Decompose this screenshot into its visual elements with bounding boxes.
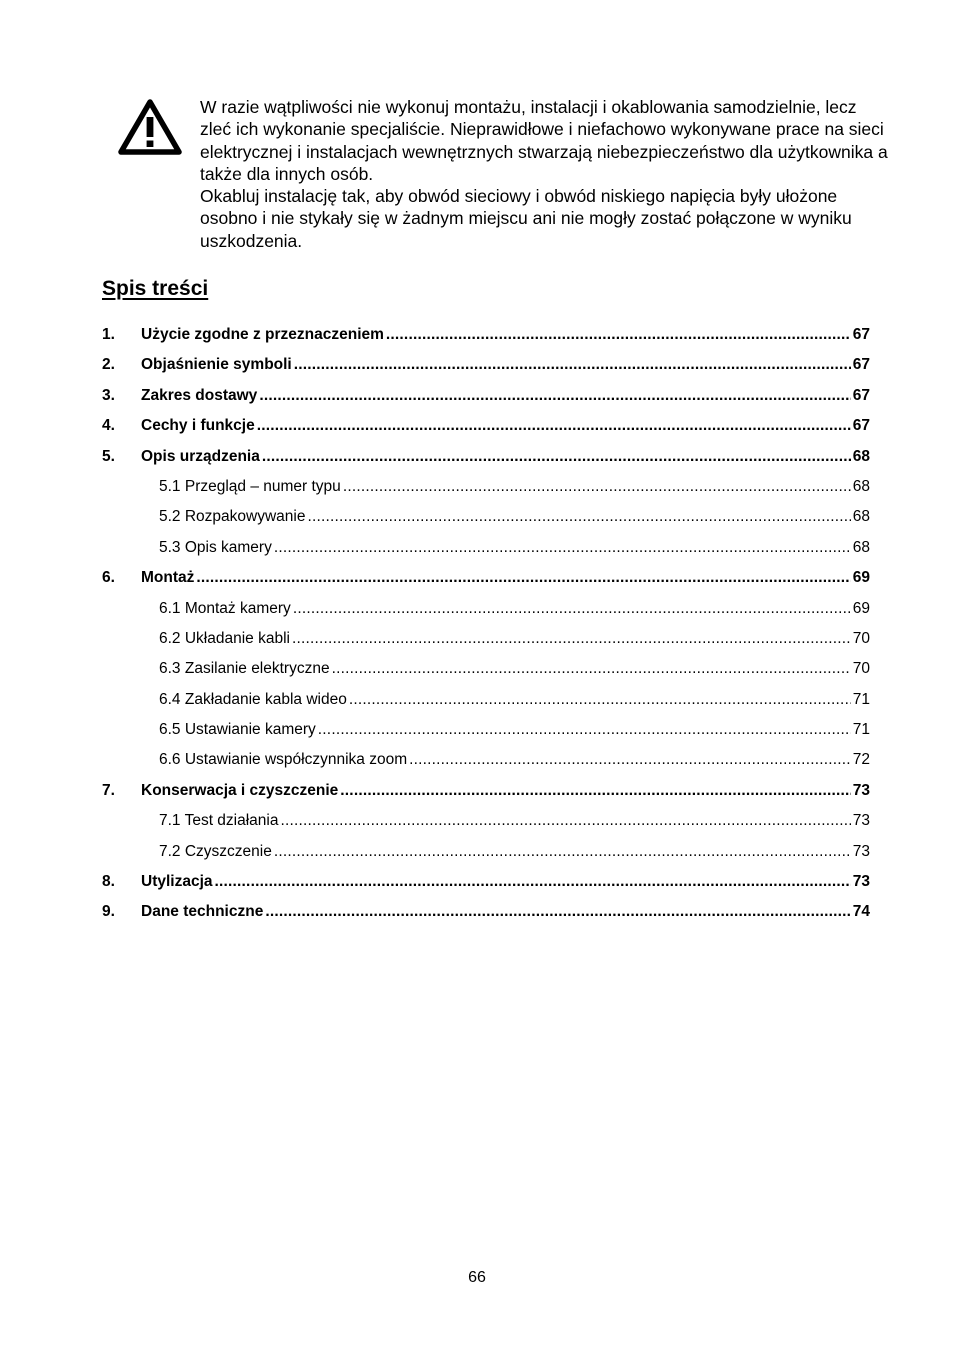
toc-dot-leader [265, 899, 850, 925]
toc-dot-leader [262, 444, 851, 470]
toc-entry-page: 68 [852, 477, 870, 495]
toc-entry-number: 9. [102, 903, 115, 921]
toc-entry-page: 67 [852, 417, 870, 435]
toc-entry-label: 5.2 Rozpakowywanie [159, 508, 306, 526]
toc-dot-leader [215, 869, 851, 895]
toc-entry-label: 6.6 Ustawianie współczynnika zoom [159, 751, 408, 769]
toc-entry[interactable] [102, 565, 870, 595]
toc-entry-number: 3. [102, 386, 115, 404]
toc-dot-leader [343, 474, 851, 500]
toc-entry[interactable] [102, 778, 870, 808]
toc-title: Spis treści [102, 277, 209, 300]
toc-dot-leader [257, 413, 851, 439]
toc-entry[interactable] [102, 687, 870, 717]
toc-entry-label: Użycie zgodne z przeznaczeniem [141, 326, 384, 343]
warning-text [200, 96, 890, 252]
toc-entry-page: 68 [852, 447, 870, 465]
toc-entry-label: 7.2 Czyszczenie [159, 842, 272, 860]
toc-entry-number: 2. [102, 356, 115, 374]
toc-dot-leader [409, 747, 851, 773]
toc-entry-page: 73 [852, 873, 870, 891]
toc-dot-leader [196, 565, 850, 591]
toc-entry-page: 73 [852, 781, 870, 799]
toc-entry-label: Zakres dostawy [141, 386, 258, 404]
toc-entry-label: 6.1 Montaż kamery [159, 599, 291, 617]
toc-entry-page: 72 [852, 751, 870, 769]
toc-entry[interactable] [102, 899, 870, 929]
toc-dot-leader [318, 717, 851, 743]
toc-entry-page: 68 [852, 508, 870, 526]
toc-dot-leader [332, 656, 851, 682]
toc-entry[interactable] [102, 717, 870, 747]
toc-entry-label: Utylizacja [141, 873, 213, 891]
toc-dot-leader [293, 596, 851, 622]
toc-entry[interactable] [102, 444, 870, 474]
toc-entry-number: 7. [102, 781, 115, 799]
toc-entry[interactable] [102, 383, 870, 413]
toc-entry-page: 71 [852, 721, 870, 739]
toc-entry-page: 70 [852, 660, 870, 678]
toc-entry-page: 73 [852, 812, 870, 830]
toc-entry-page: 70 [852, 629, 870, 647]
toc-entry-label: Konserwacja i czyszczenie [141, 781, 339, 799]
toc-entry-number: 1. [102, 326, 115, 343]
toc-entry-label: Montaż [141, 569, 195, 587]
toc-dot-leader [274, 535, 851, 561]
toc-entry-label: 6.5 Ustawianie kamery [159, 721, 316, 739]
toc-entry-label: 6.4 Zakładanie kabla wideo [159, 690, 347, 708]
toc-dot-leader [294, 352, 851, 378]
toc-entry-page: 67 [852, 356, 870, 374]
toc-entry-page: 74 [852, 903, 870, 921]
toc-dot-leader [281, 808, 851, 834]
toc-entry-page: 69 [852, 569, 870, 587]
toc-entry-label: 5.3 Opis kamery [159, 538, 272, 556]
toc-entry-number: 6. [102, 569, 115, 587]
toc-entry[interactable] [102, 322, 870, 352]
toc-dot-leader [292, 626, 851, 652]
toc-entry[interactable] [102, 808, 870, 838]
toc-entry-label: 6.3 Zasilanie elektryczne [159, 660, 330, 678]
toc-entry[interactable] [102, 352, 870, 382]
warning-triangle-icon [118, 98, 182, 156]
toc-entry[interactable] [102, 474, 870, 504]
toc-entry-page: 67 [852, 326, 870, 343]
toc-entry-number: 5. [102, 447, 115, 465]
toc-entry[interactable] [102, 839, 870, 869]
toc-entry[interactable] [102, 535, 870, 565]
toc-entry[interactable] [102, 747, 870, 777]
toc-dot-leader [386, 322, 851, 348]
toc-entry[interactable] [102, 626, 870, 656]
page-number: 66 [468, 1269, 486, 1286]
toc-entry-label: Objaśnienie symboli [141, 356, 292, 374]
toc-entry[interactable] [102, 869, 870, 899]
toc-dot-leader [274, 839, 851, 865]
toc-entry-label: Cechy i funkcje [141, 417, 255, 435]
toc-entry-label: 7.1 Test działania [159, 812, 279, 830]
toc-entry-page: 68 [852, 538, 870, 556]
toc-dot-leader [340, 778, 850, 804]
toc-entry[interactable] [102, 413, 870, 443]
toc-entry-label: Dane techniczne [141, 903, 264, 921]
warning-paragraph-2: Okabluj instalację tak, aby obwód sieciowy i obwód niskiego napięcia były ułożone osobno i nie stykały się w żadnym miejscu ani nie mogły zostać połączone w wyniku uszkodzenia. [200, 186, 852, 251]
toc-entry-number: 8. [102, 873, 115, 891]
toc-entry-label: Opis urządzenia [141, 447, 260, 465]
toc-entry[interactable] [102, 596, 870, 626]
toc-dot-leader [307, 504, 850, 530]
toc-entry-page: 71 [852, 690, 870, 708]
toc-entry-page: 73 [852, 842, 870, 860]
toc-entry-page: 67 [852, 386, 870, 404]
toc-entry[interactable] [102, 656, 870, 686]
toc-entry-page: 69 [852, 599, 870, 617]
toc-entry[interactable] [102, 504, 870, 534]
table-of-contents [102, 322, 870, 930]
toc-dot-leader [349, 687, 851, 713]
toc-entry-number: 4. [102, 417, 115, 435]
toc-entry-label: 6.2 Układanie kabli [159, 629, 290, 647]
warning-paragraph-1: W razie wątpliwości nie wykonuj montażu, instalacji i okablowania samodzielnie, lecz zleć ich wykonanie specjaliście. Nieprawidłowe i niefachowo wykonywane prace na sieci elektrycznej i instalacjach wewnętrznych stwarzają niebezpieczeństwo dla użytkownika a także dla innych osób. [200, 97, 888, 184]
toc-entry-label: 5.1 Przegląd – numer typu [159, 477, 341, 495]
toc-dot-leader [259, 383, 850, 409]
